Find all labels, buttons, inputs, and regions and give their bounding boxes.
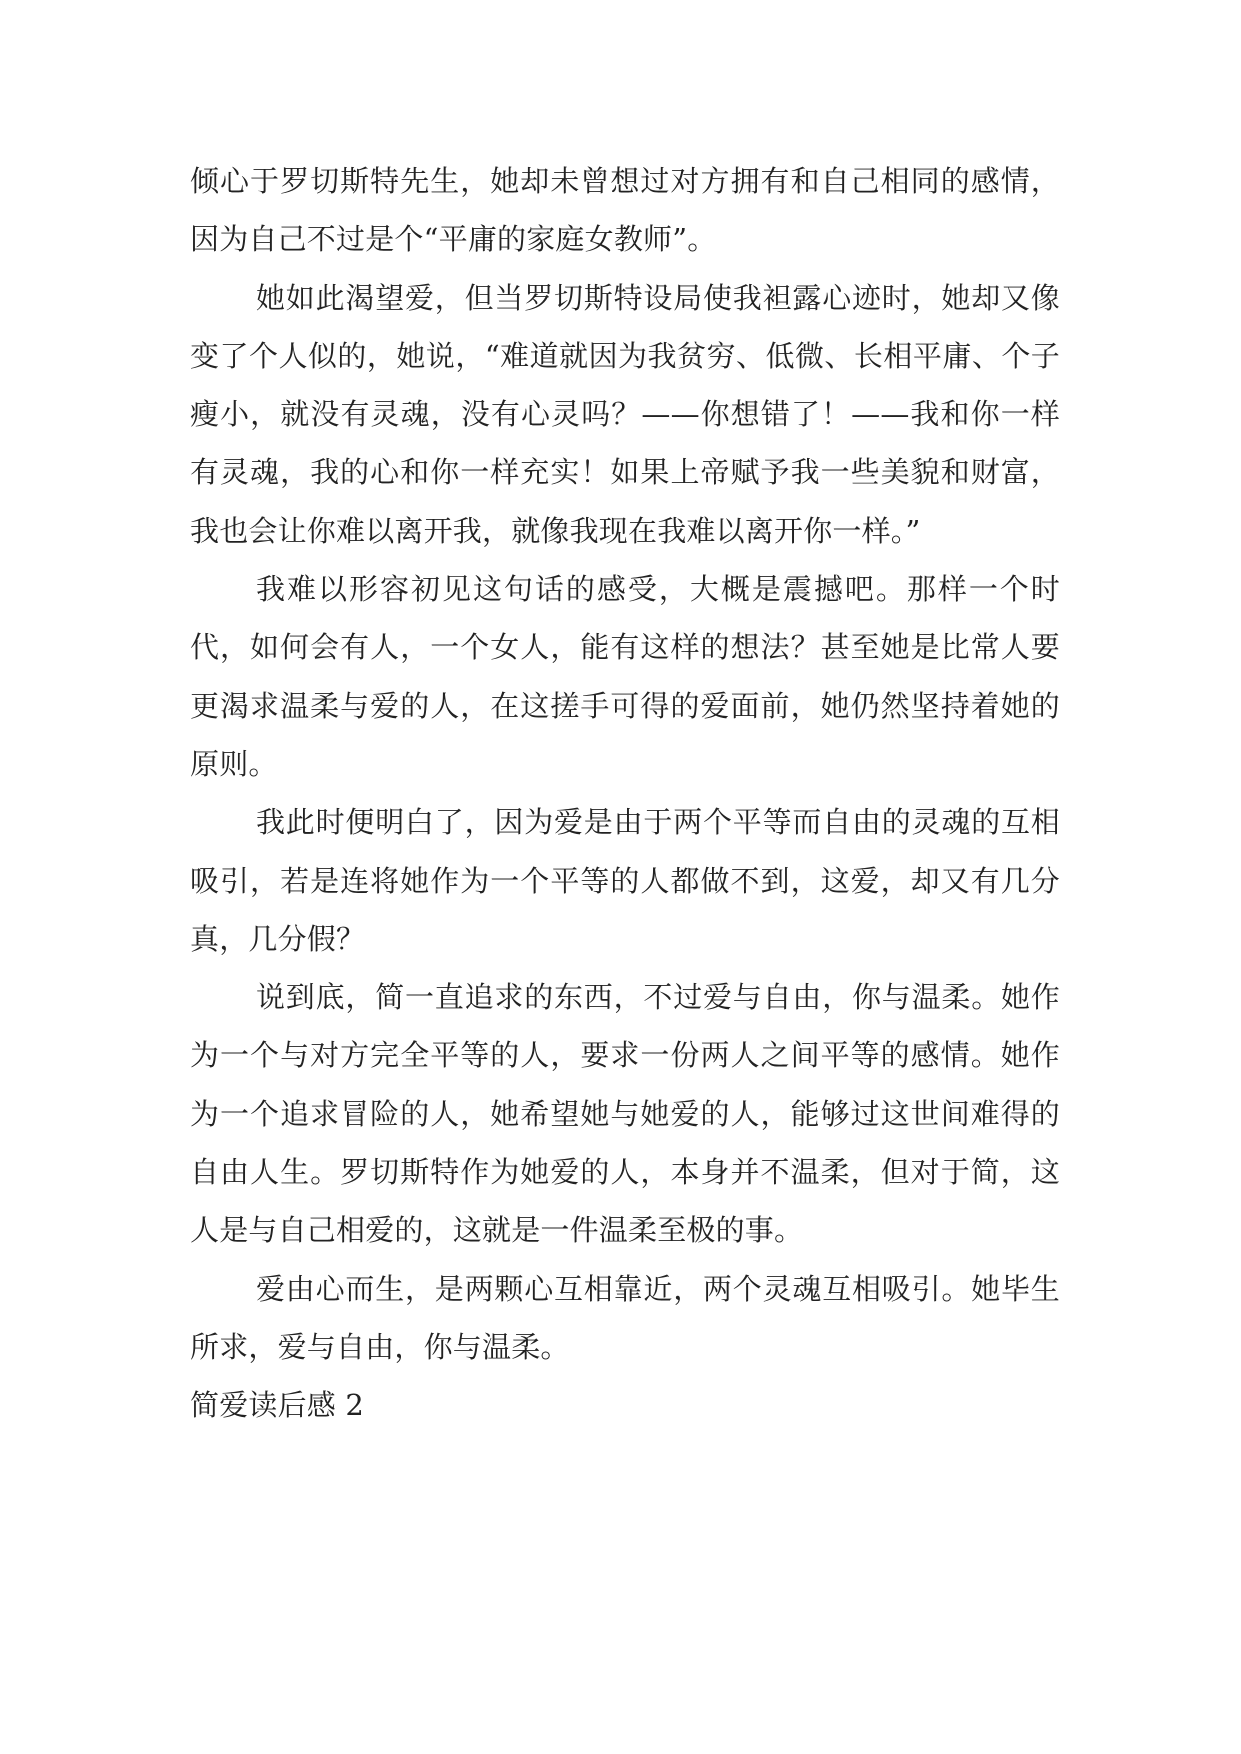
paragraph-continuation: 倾心于罗切斯特先生，她却未曾想过对方拥有和自己相同的感情，因为自己不过是个“平庸的家庭女教师”。 (190, 164, 1060, 257)
paragraph-quote: 她如此渴望爱，但当罗切斯特设局使我袒露心迹时，她却又像变了个人似的，她说，“难道就因为我贫穷、低微、长相平庸、个子瘦小，就没有灵魂，没有心灵吗？——你想错了！——我和你一样有灵魂，我的心和你一样充实！如果上帝赋予我一些美貌和财富，我也会让你难以离开我，就像我现在我难以离开你一样。” (190, 280, 1060, 548)
paragraph-realization: 我此时便明白了，因为爱是由于两个平等而自由的灵魂的互相吸引，若是连将她作为一个平等的人都做不到，这爱，却又有几分真，几分假？ (190, 805, 1060, 956)
paragraph-reaction: 我难以形容初见这句话的感受，大概是震撼吧。那样一个时代，如何会有人，一个女人，能有这样的想法？甚至她是比常人要更渴求温柔与爱的人，在这搓手可得的爱面前，她仍然坚持着她的原则。 (190, 572, 1060, 781)
document-body (190, 152, 1060, 1435)
paragraph-conclusion: 爱由心而生，是两颗心互相靠近，两个灵魂互相吸引。她毕生所求，爱与自由，你与温柔。 (190, 1271, 1060, 1364)
paragraph-summary: 说到底，简一直追求的东西，不过爱与自由，你与温柔。她作为一个与对方完全平等的人，要求一份两人之间平等的感情。她作为一个追求冒险的人，她希望她与她爱的人，能够过这世间难得的自由人生。罗切斯特作为她爱的人，本身并不温柔，但对于简，这人是与自己相爱的，这就是一件温柔至极的事。 (190, 980, 1060, 1248)
section-heading: 简爱读后感 2 (190, 1388, 365, 1423)
